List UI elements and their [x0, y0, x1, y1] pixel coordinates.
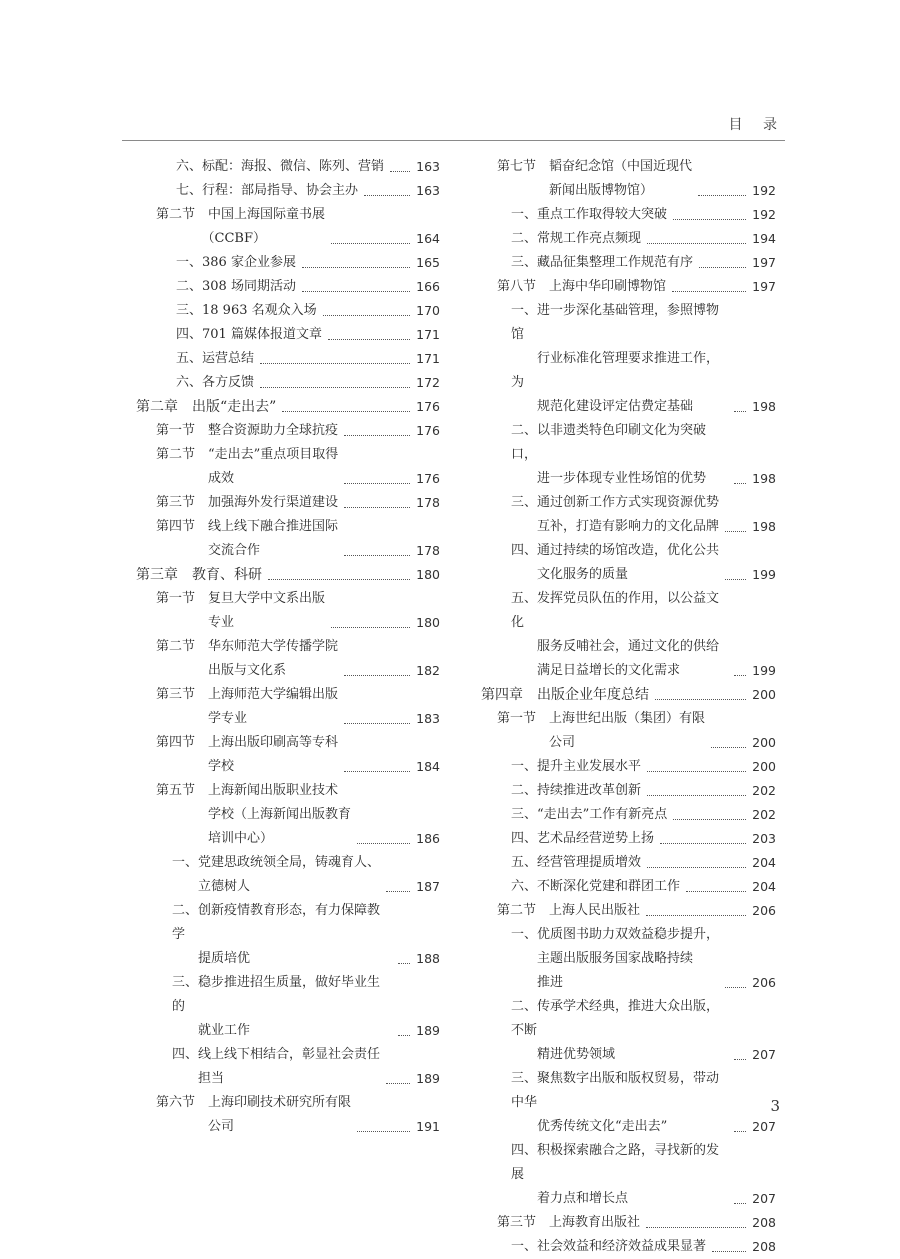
toc-page-number: 202: [752, 807, 776, 822]
toc-entry[interactable]: [481, 755, 776, 779]
toc-page-number: 198: [752, 471, 776, 486]
toc-entry-title: 四、积极探索融合之路，寻找新的发展 着力点和增长点: [511, 1143, 720, 1206]
toc-entry[interactable]: [136, 203, 440, 251]
toc-entry-title: 第二节 华东师范大学传播学院 出版与文化系: [156, 639, 339, 678]
toc-page-number: 171: [416, 327, 440, 342]
toc-entry[interactable]: [136, 419, 440, 443]
toc-entry-title: 二、持续推进改革创新: [511, 783, 642, 798]
toc-entry[interactable]: [481, 251, 776, 275]
dot-leader: [699, 267, 746, 268]
toc-entry-title: 三、18 963 名观众入场: [176, 303, 317, 318]
toc-entry-title: 一、优质图书助力双效益稳步提升， 主题出版服务国家战略持续 推进: [511, 927, 720, 990]
dot-leader: [734, 1059, 746, 1060]
header-rule: [122, 140, 785, 141]
toc-entry[interactable]: [136, 299, 440, 323]
toc-entry-title: 三、聚焦数字出版和版权贸易，带动中华 优秀传统文化“走出去”: [511, 1071, 720, 1134]
toc-entry[interactable]: [136, 347, 440, 371]
toc-entry[interactable]: [481, 803, 776, 827]
toc-entry-title: 第三节 上海教育出版社: [497, 1215, 641, 1230]
toc-entry[interactable]: [136, 1043, 440, 1091]
toc-page-number: 199: [752, 567, 776, 582]
dot-leader: [344, 555, 410, 556]
toc-entry-title: 第四章 出版企业年度总结: [481, 687, 649, 703]
toc-page-number: 189: [416, 1071, 440, 1086]
toc-page-number: 207: [752, 1191, 776, 1206]
dot-leader: [686, 891, 746, 892]
toc-entry-title: 五、发挥党员队伍的作用，以公益文化 服务反哺社会，通过文化的供给 满足日益增长的文化需求: [511, 591, 720, 678]
toc-entry[interactable]: [481, 1139, 776, 1211]
toc-entry-title: 五、经营管理提质增效: [511, 855, 642, 870]
toc-page-number: 163: [416, 159, 440, 174]
toc-page-number: 200: [752, 735, 776, 750]
dot-leader: [282, 411, 410, 412]
toc-page-number: 194: [752, 231, 776, 246]
toc-entry[interactable]: [136, 251, 440, 275]
toc-entry-title: 第六节 上海印刷技术研究所有限 公司: [156, 1095, 352, 1134]
toc-entry-title: 第二节 上海人民出版社: [497, 903, 641, 918]
toc-page-number: 200: [752, 687, 776, 702]
toc-column-right: [481, 155, 776, 1259]
toc-page-number: 198: [752, 399, 776, 414]
toc-entry[interactable]: [481, 539, 776, 587]
toc-entry-title: 三、藏品征集整理工作规范有序: [511, 255, 694, 270]
dot-leader: [386, 891, 410, 892]
toc-entry-title: 第四节 上海出版印刷高等专科 学校: [156, 735, 339, 774]
toc-page-number: 192: [752, 207, 776, 222]
toc-entry[interactable]: [481, 827, 776, 851]
toc-entry-title: 第五节 上海新闻出版职业技术 学校（上海新闻出版教育 培训中心）: [156, 783, 352, 846]
toc-entry[interactable]: [481, 1211, 776, 1235]
toc-entry-title: 一、进一步深化基础管理，参照博物馆 行业标准化管理要求推进工作，为 规范化建设评定估费定基础: [511, 303, 720, 414]
toc-entry-title: 二、常规工作亮点频现: [511, 231, 642, 246]
toc-entry-title: 第二章 出版“走出去”: [136, 399, 277, 415]
toc-entry-title: 二、创新疫情教育形态，有力保障教学 提质培优: [172, 903, 381, 966]
dot-leader: [344, 435, 410, 436]
toc-page-number: 187: [416, 879, 440, 894]
toc-entry-title: 第一节 复旦大学中文系出版 专业: [156, 591, 326, 630]
toc-entry-title: 五、运营总结: [176, 351, 255, 366]
toc-page-number: 198: [752, 519, 776, 534]
toc-page-number: 163: [416, 183, 440, 198]
dot-leader: [302, 291, 410, 292]
dot-leader: [647, 771, 746, 772]
page-number: 3: [770, 1097, 780, 1115]
toc-page-number: 166: [416, 279, 440, 294]
toc-entry-title: 四、艺术品经营逆势上扬: [511, 831, 655, 846]
dot-leader: [328, 339, 410, 340]
toc-entry[interactable]: [136, 731, 440, 779]
toc-page-number: 192: [752, 183, 776, 198]
dot-leader: [698, 195, 746, 196]
toc-entry-title: 四、通过持续的场馆改造，优化公共 文化服务的质量: [511, 543, 720, 582]
dot-leader: [344, 483, 410, 484]
toc-entry[interactable]: [136, 971, 440, 1043]
toc-entry[interactable]: [481, 203, 776, 227]
toc-entry[interactable]: [136, 515, 440, 563]
toc-entry-title: 三、“走出去”工作有新亮点: [511, 807, 668, 822]
toc-chapter-entry[interactable]: [136, 563, 440, 587]
toc-page-number: 208: [752, 1215, 776, 1230]
dot-leader: [711, 747, 746, 748]
toc-entry[interactable]: [481, 851, 776, 875]
toc-entry[interactable]: [136, 155, 440, 179]
toc-chapter-entry[interactable]: [136, 395, 440, 419]
running-head: 目 录: [728, 117, 785, 133]
dot-leader: [357, 1131, 410, 1132]
dot-leader: [268, 579, 410, 580]
dot-leader: [344, 771, 410, 772]
toc-entry-title: 六、不断深化党建和群团工作: [511, 879, 681, 894]
toc-entry-title: 二、以非遗类特色印刷文化为突破口， 进一步体现专业性场馆的优势: [511, 423, 707, 486]
toc-page-number: 191: [416, 1119, 440, 1134]
dot-leader: [734, 411, 746, 412]
toc-page-number: 206: [752, 903, 776, 918]
toc-page-number: 207: [752, 1119, 776, 1134]
dot-leader: [344, 675, 410, 676]
toc-entry-title: 第四节 线上线下融合推进国际 交流合作: [156, 519, 339, 558]
toc-entry[interactable]: [136, 851, 440, 899]
toc-chapter-entry[interactable]: [481, 683, 776, 707]
dot-leader: [386, 1083, 410, 1084]
dot-leader: [734, 1131, 746, 1132]
toc-page-number: 203: [752, 831, 776, 846]
toc-page-number: 197: [752, 279, 776, 294]
toc-page-number: 170: [416, 303, 440, 318]
dot-leader: [390, 171, 410, 172]
toc-entry[interactable]: [481, 1235, 776, 1259]
toc-entry-title: 第三节 加强海外发行渠道建设: [156, 495, 339, 510]
toc-entry-title: 第三章 教育、科研: [136, 567, 262, 583]
toc-page-number: 178: [416, 543, 440, 558]
toc-entry-title: 七、行程：部局指导、协会主办: [176, 183, 359, 198]
toc-entry-title: 六、标配：海报、微信、陈列、营销: [176, 159, 385, 174]
toc-entry-title: 第三节 上海师范大学编辑出版 学专业: [156, 687, 339, 726]
toc-entry[interactable]: [136, 587, 440, 635]
dot-leader: [672, 291, 746, 292]
toc-column-left: [136, 155, 440, 1139]
dot-leader: [344, 723, 410, 724]
toc-entry[interactable]: [481, 587, 776, 683]
dot-leader: [331, 627, 410, 628]
dot-leader: [364, 195, 410, 196]
toc-entry[interactable]: [481, 491, 776, 539]
toc-entry[interactable]: [481, 779, 776, 803]
dot-leader: [323, 315, 411, 316]
toc-entry[interactable]: [481, 299, 776, 419]
dot-leader: [734, 675, 746, 676]
toc-entry[interactable]: [136, 491, 440, 515]
dot-leader: [260, 363, 410, 364]
toc-page-number: 202: [752, 783, 776, 798]
toc-entry-title: 二、308 场同期活动: [176, 279, 296, 294]
toc-page-number: 165: [416, 255, 440, 270]
dot-leader: [673, 219, 746, 220]
toc-entry-title: 第一节 整合资源助力全球抗疫: [156, 423, 339, 438]
toc-entry-title: 一、社会效益和经济效益成果显著: [511, 1239, 707, 1254]
toc-entry[interactable]: [136, 275, 440, 299]
dot-leader: [647, 867, 746, 868]
dot-leader: [725, 531, 746, 532]
toc-entry[interactable]: [481, 227, 776, 251]
toc-page-number: 176: [416, 399, 440, 414]
toc-entry[interactable]: [136, 179, 440, 203]
toc-page-number: 183: [416, 711, 440, 726]
dot-leader: [725, 987, 746, 988]
toc-entry[interactable]: [481, 923, 776, 995]
toc-page-number: 206: [752, 975, 776, 990]
toc-entry[interactable]: [481, 419, 776, 491]
toc-entry-title: 四、线上线下相结合，彰显社会责任 担当: [172, 1047, 381, 1086]
dot-leader: [398, 1035, 410, 1036]
toc-page-number: 176: [416, 471, 440, 486]
toc-entry[interactable]: [481, 899, 776, 923]
toc-entry-title: 第一节 上海世纪出版（集团）有限 公司: [497, 711, 706, 750]
toc-entry[interactable]: [136, 899, 440, 971]
dot-leader: [647, 795, 746, 796]
toc-entry-title: 六、各方反馈: [176, 375, 255, 390]
toc-page-number: 204: [752, 855, 776, 870]
toc-entry[interactable]: [136, 443, 440, 491]
toc-entry-title: 第七节 韬奋纪念馆（中国近现代 新闻出版博物馆）: [497, 159, 693, 198]
toc-page-number: 208: [752, 1239, 776, 1254]
toc-entry-title: 一、重点工作取得较大突破: [511, 207, 668, 222]
toc-page-number: 207: [752, 1047, 776, 1062]
dot-leader: [712, 1251, 746, 1252]
toc-page-number: 188: [416, 951, 440, 966]
dot-leader: [357, 843, 410, 844]
toc-page-number: 180: [416, 567, 440, 582]
toc-page-number: 176: [416, 423, 440, 438]
dot-leader: [260, 387, 410, 388]
toc-page-number: 199: [752, 663, 776, 678]
toc-entry-title: 第二节 中国上海国际童书展 （CCBF）: [156, 207, 326, 246]
dot-leader: [660, 843, 746, 844]
dot-leader: [331, 243, 410, 244]
dot-leader: [673, 819, 746, 820]
toc-entry[interactable]: [136, 1091, 440, 1139]
toc-entry[interactable]: [136, 683, 440, 731]
dot-leader: [398, 963, 410, 964]
dot-leader: [725, 579, 746, 580]
dot-leader: [655, 699, 746, 700]
dot-leader: [646, 1227, 746, 1228]
toc-entry-title: 第八节 上海中华印刷博物馆: [497, 279, 667, 294]
toc-entry[interactable]: [481, 1067, 776, 1139]
toc-entry-title: 一、党建思政统领全局，铸魂育人、 立德树人: [172, 855, 381, 894]
toc-entry[interactable]: [136, 371, 440, 395]
toc-entry-title: 二、传承学术经典，推进大众出版，不断 精进优势领域: [511, 999, 720, 1062]
toc-entry-title: 一、386 家企业参展: [176, 255, 296, 270]
dot-leader: [302, 267, 410, 268]
toc-page-number: 189: [416, 1023, 440, 1038]
toc-page-number: 164: [416, 231, 440, 246]
dot-leader: [646, 915, 746, 916]
toc-entry[interactable]: [136, 635, 440, 683]
toc-entry[interactable]: [481, 875, 776, 899]
dot-leader: [647, 243, 746, 244]
toc-entry[interactable]: [481, 155, 776, 203]
toc-page-number: 200: [752, 759, 776, 774]
toc-page-number: 186: [416, 831, 440, 846]
toc-page-number: 182: [416, 663, 440, 678]
toc-entry-title: 第二节 “走出去”重点项目取得 成效: [156, 447, 339, 486]
dot-leader: [344, 507, 410, 508]
toc-page-number: 197: [752, 255, 776, 270]
toc-entry-title: 一、提升主业发展水平: [511, 759, 642, 774]
toc-entry[interactable]: [481, 995, 776, 1067]
toc-entry[interactable]: [481, 707, 776, 755]
toc-entry[interactable]: [481, 275, 776, 299]
toc-page-number: 172: [416, 375, 440, 390]
toc-entry-title: 四、701 篇媒体报道文章: [176, 327, 322, 342]
toc-entry-title: 三、稳步推进招生质量，做好毕业生的 就业工作: [172, 975, 381, 1038]
toc-entry[interactable]: [136, 323, 440, 347]
toc-entry[interactable]: [136, 779, 440, 851]
toc-page-number: 180: [416, 615, 440, 630]
toc-page-number: 184: [416, 759, 440, 774]
toc-page-number: 178: [416, 495, 440, 510]
toc-page-number: 204: [752, 879, 776, 894]
dot-leader: [734, 483, 746, 484]
dot-leader: [734, 1203, 746, 1204]
toc-entry-title: 三、通过创新工作方式实现资源优势 互补，打造有影响力的文化品牌: [511, 495, 720, 534]
toc-page-number: 171: [416, 351, 440, 366]
